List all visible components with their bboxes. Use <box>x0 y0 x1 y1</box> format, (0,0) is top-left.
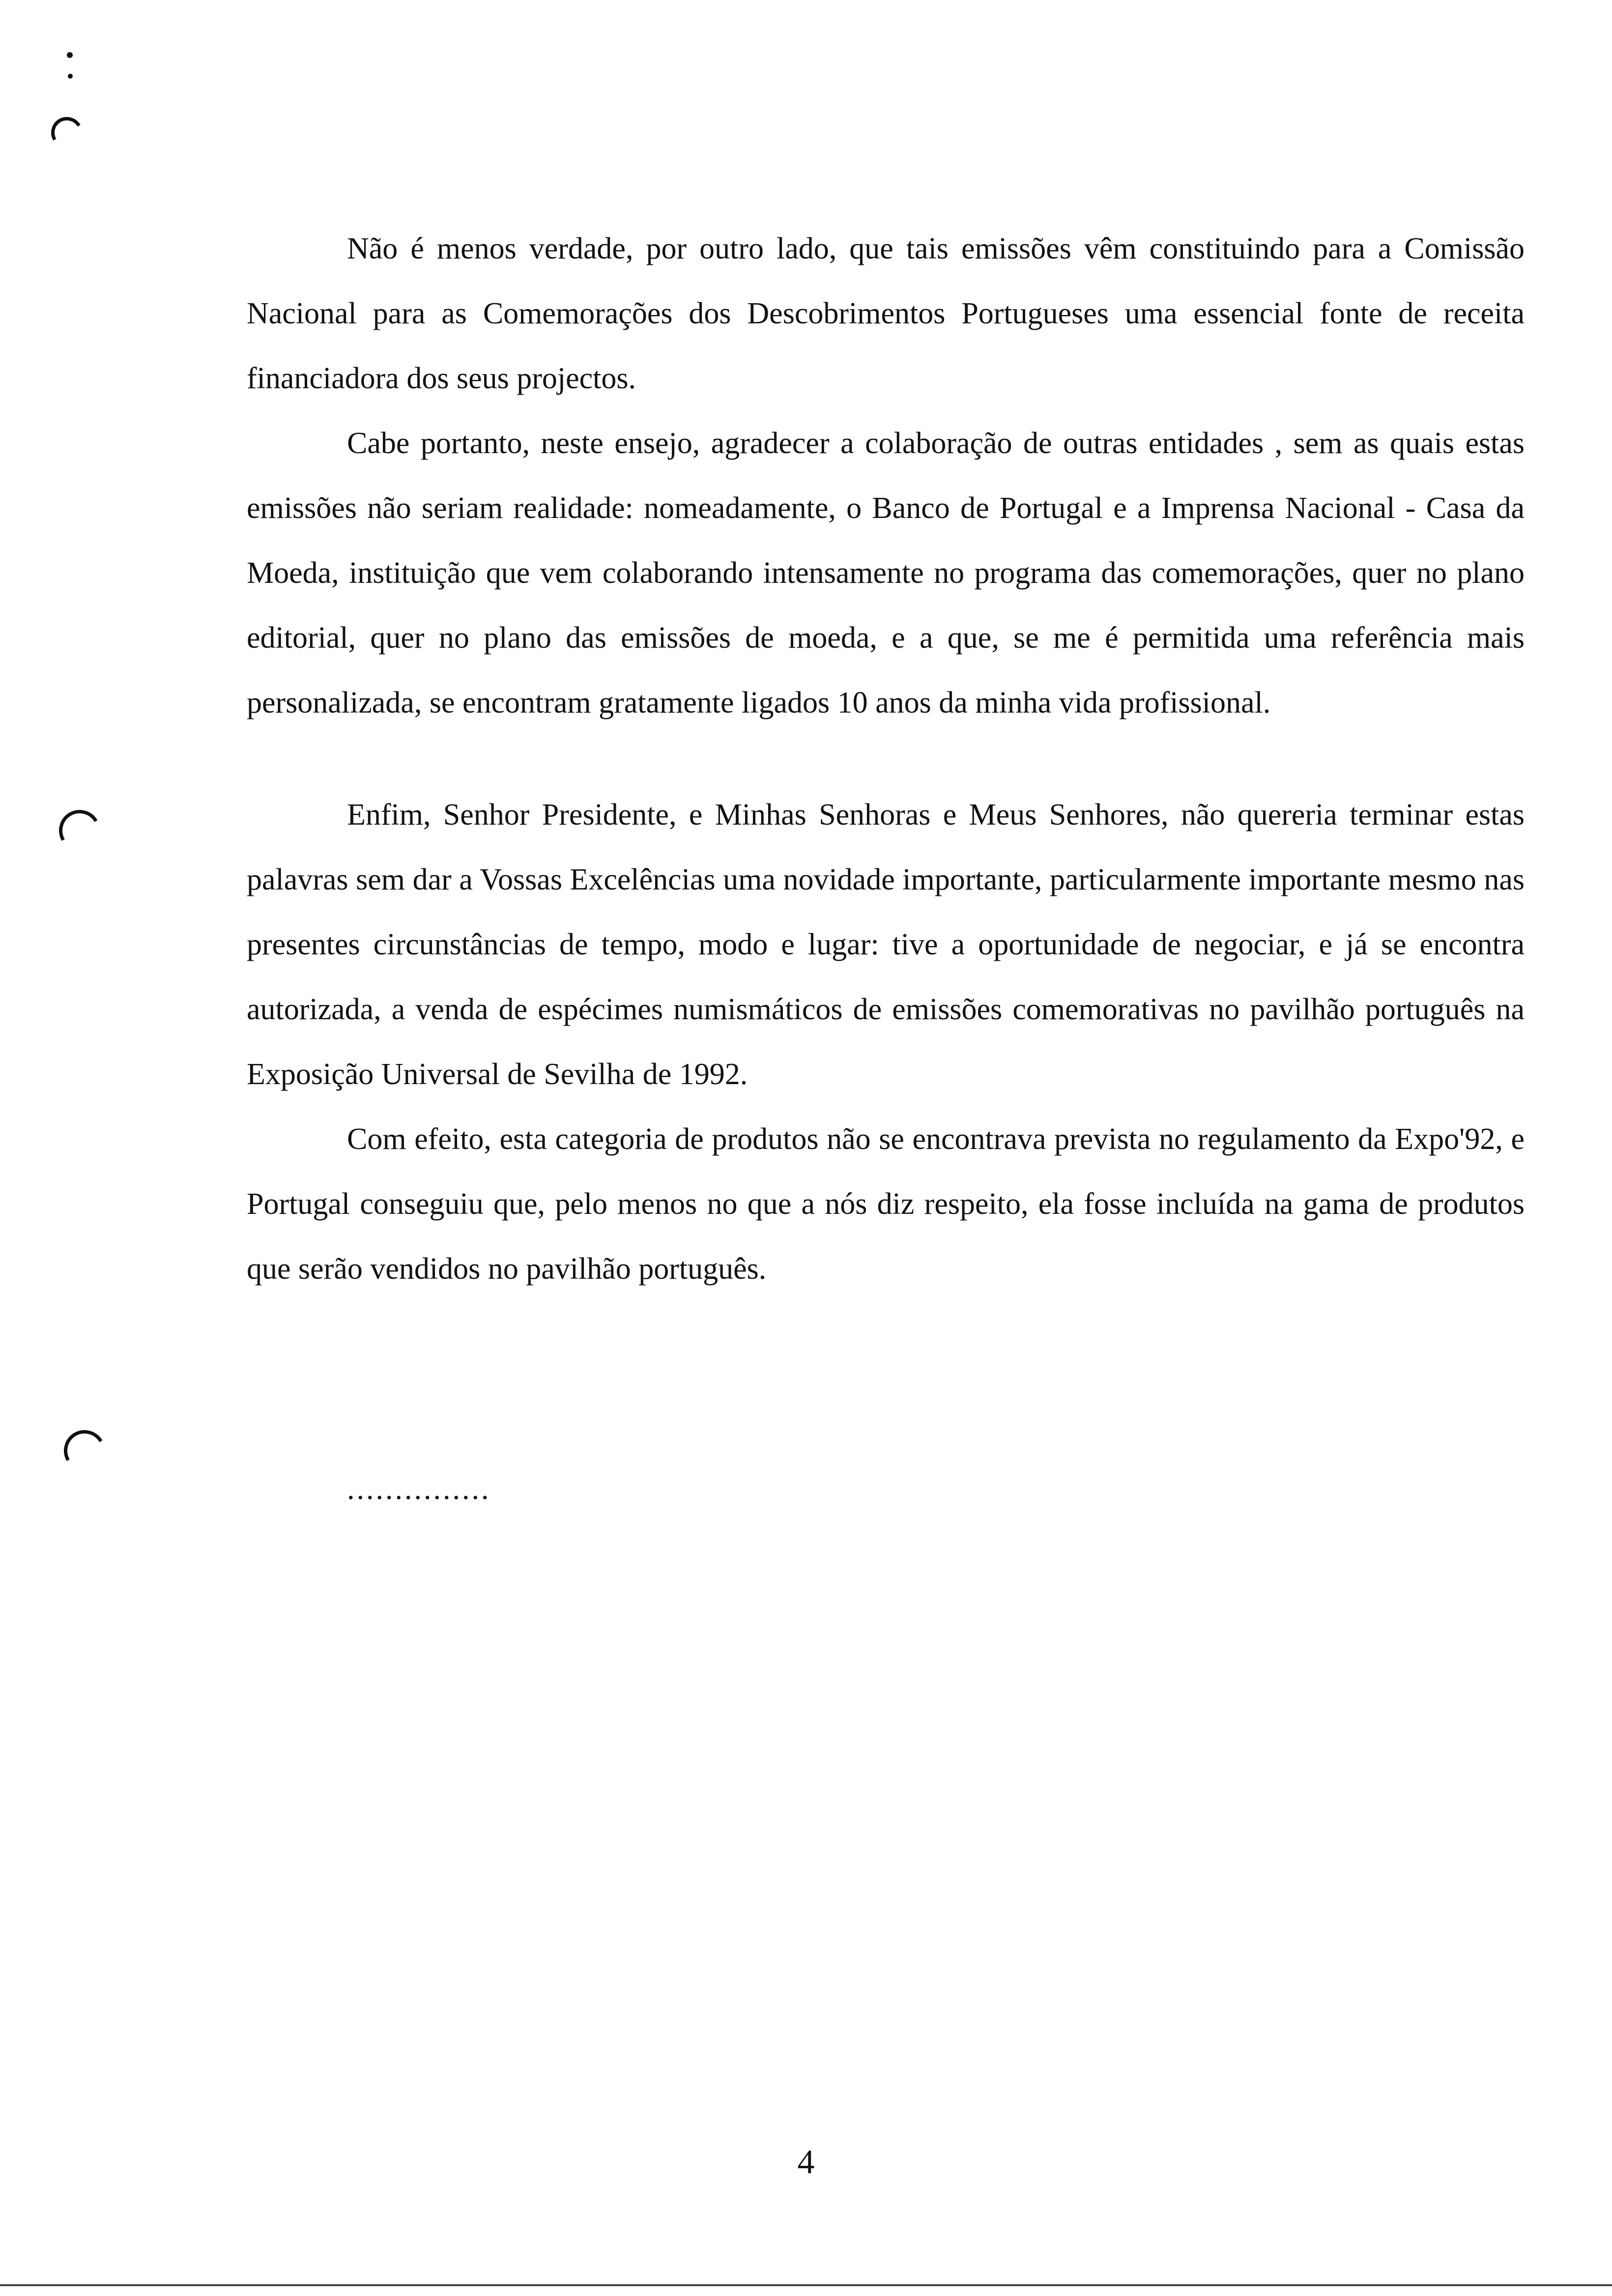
bottom-rule <box>0 2284 1612 2286</box>
page-number: 4 <box>797 2143 815 2181</box>
body-text <box>247 216 1525 1301</box>
margin-mark-arc <box>59 1426 110 1476</box>
paragraph: Não é menos verdade, por outro lado, que tais emissões vêm constituindo para a Comissão Nacional para as Comemorações dos Descobrimentos Portugueses uma essencial fonte de receita financiadora dos seus projectos. <box>247 232 1525 395</box>
margin-mark-arc <box>55 805 105 856</box>
paragraph-gap <box>247 735 1525 782</box>
margin-mark-dot <box>67 52 73 58</box>
paragraph: Enfim, Senhor Presidente, e Minhas Senhoras e Meus Senhores, não quereria terminar estas palavras sem dar a Vossas Excelências uma novidade importante, particularmente importante mesmo nas presentes circunstâncias de tempo, modo e lugar: tive a oportunidade de negociar, e já se encontra autorizada, a venda de espécimes numismáticos de emissões comemorativas no pavilhão português na Exposição Universal de Sevilha de 1992. <box>247 798 1525 1091</box>
paragraph: Cabe portanto, neste ensejo, agradecer a colaboração de outras entidades , sem as quais estas emissões não seriam realidade: nomeadamente, o Banco de Portugal e a Imprensa Nacional - Casa da Moeda, instituição que vem colaborando intensamente no programa das comemorações, quer no plano editorial, quer no plano das emissões de moeda, e a que, se me é permitida uma referência mais personalizada, se encontram gratamente ligados 10 anos da minha vida profissional. <box>247 427 1525 719</box>
ellipsis-separator: ............... <box>347 1472 491 1506</box>
margin-mark-arc <box>48 114 86 152</box>
paragraph: Com efeito, esta categoria de produtos não se encontrava prevista no regulamento da Expo'92, e Portugal conseguiu que, pelo menos no que a nós diz respeito, ela fosse incluída na gama de produtos que serão vendidos no pavilhão português. <box>247 1122 1525 1286</box>
margin-mark-dot <box>68 74 73 79</box>
